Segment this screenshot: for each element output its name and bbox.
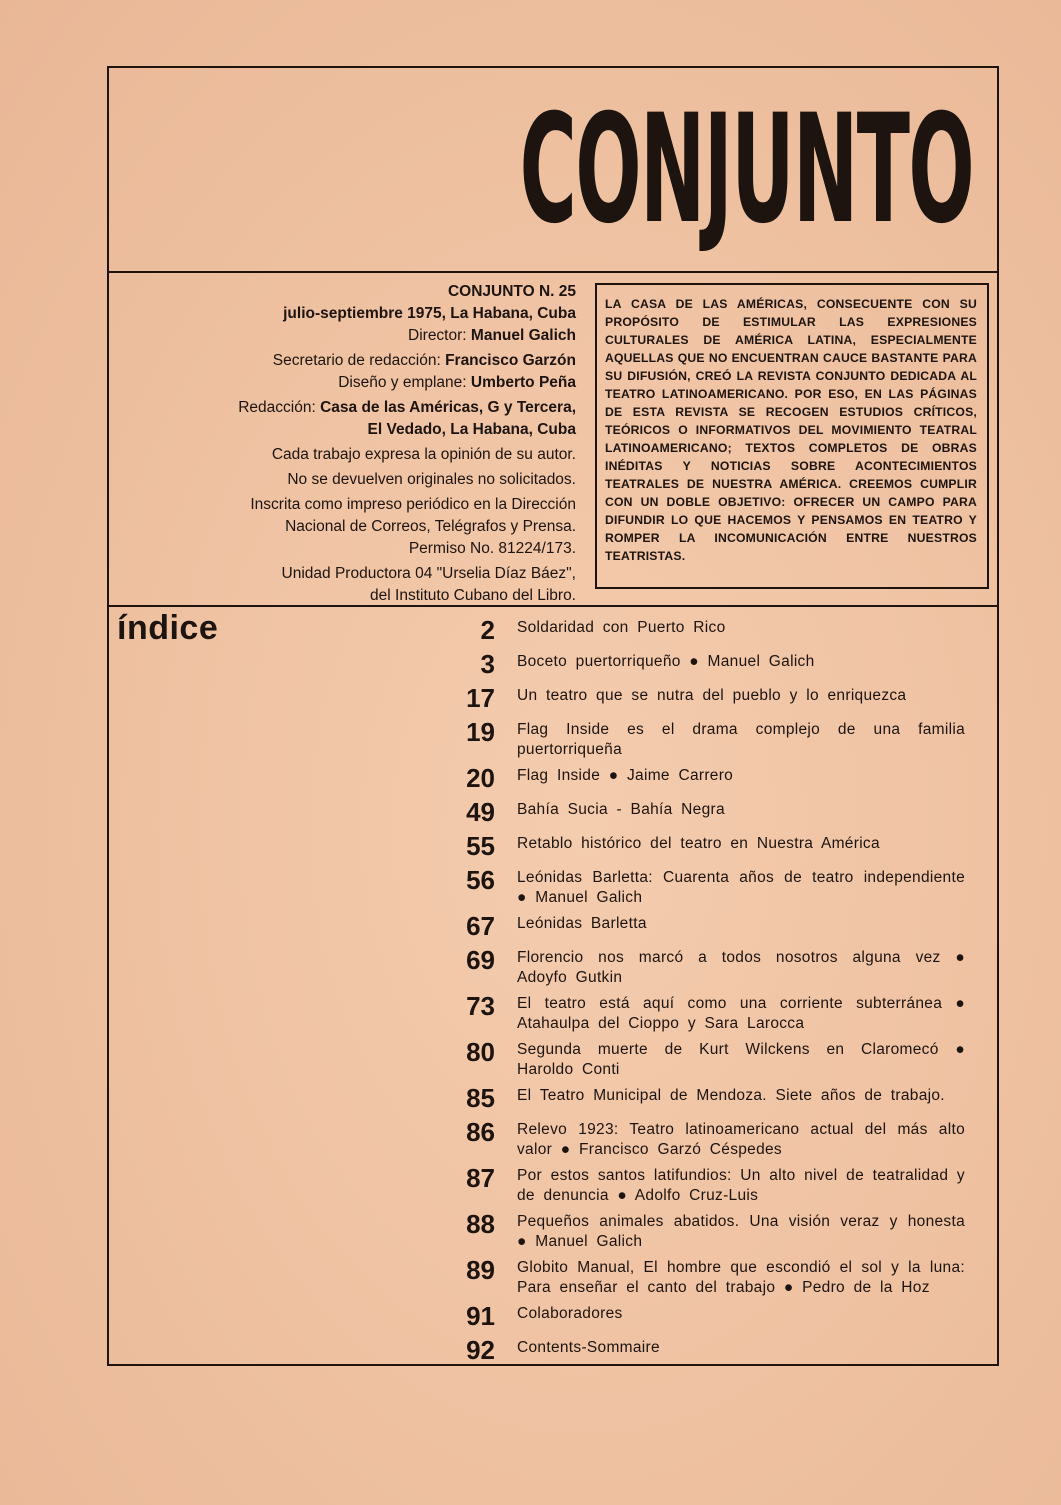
- index-entry-title: El teatro está aquí como una corriente subterránea ● Atahaulpa del Cioppo y Sara Larocca: [517, 995, 965, 1032]
- index-entry-title: Leónidas Barletta: [517, 915, 647, 932]
- index-page-number: 2: [480, 615, 495, 645]
- index-page-number: 17: [466, 683, 495, 713]
- index-page-number: 85: [466, 1083, 495, 1113]
- issue-number: CONJUNTO N. 25: [447, 283, 576, 300]
- originales-note: No se devuelven originales no solicitados.: [287, 471, 576, 488]
- index-entry: [439, 716, 969, 759]
- index-entry-title: Colaboradores: [517, 1305, 623, 1322]
- index-entry: [439, 1334, 969, 1365]
- index-entry: [439, 944, 969, 987]
- index-entry-title: Un teatro que se nutra del pueblo y lo enriquezca: [517, 687, 907, 704]
- index-entry: [439, 1116, 969, 1159]
- index-page-number: 19: [466, 717, 495, 747]
- index-entry-title: Florencio nos marcó a todos nosotros alguna vez ● Adoyfo Gutkin: [517, 949, 965, 986]
- indice-heading: índice: [117, 609, 219, 647]
- index-entry-title: Por estos santos latifundios: Un alto nivel de teatralidad y de denuncia ● Adolfo Cruz-Luis: [517, 1167, 965, 1204]
- index-entry: [439, 648, 969, 679]
- index-page-number: 69: [466, 945, 495, 975]
- secretary-line: Secretario de redacción: Francisco Garzón: [272, 352, 576, 369]
- index-entry-title: Relevo 1923: Teatro latinoamericano actual del más alto valor ● Francisco Garzó Céspedes: [517, 1121, 965, 1158]
- index-entry: [439, 1082, 969, 1113]
- mission-statement: LA CASA DE LAS AMÉRICAS, CONSECUENTE CON SU PROPÓSITO DE ESTIMULAR LAS EXPRESIONES CULTURALES DE AMÉRICA LATINA, ESPECIALMENTE AQUELLAS QUE NO ENCUENTRAN CAUCE BASTANTE PARA SU DIFUSIÓN, CREÓ LA REVISTA CONJUNTO DEDICADA AL TEATRO LATINOAMERICANO. POR ESO, EN LAS PÁGINAS DE ESTA REVISTA SE RECOGEN ESTUDIOS CRÍTICOS, TEÓRICOS O INFORMATIVOS DEL MOVIMIENTO TEATRAL LATINOAMERICANO; TEXTOS COMPLETOS DE OBRAS INÉDITAS Y NOTICIAS SOBRE ACONTECIMIENTOS TEATRALES DE NUESTRA AMÉRICA. CREEMOS CUMPLIR CON UN DOBLE OBJETIVO: OFRECER UN CAMPO PARA DIFUNDIR LO QUE HACEMOS Y PENSAMOS EN TEATRO Y ROMPER LA INCOMUNICACIÓN ENTRE NUESTROS TEATRISTAS.: [595, 283, 989, 589]
- redaccion-line-2: El Vedado, La Habana, Cuba: [367, 421, 576, 438]
- issue-date: julio-septiembre 1975, La Habana, Cuba: [283, 305, 576, 322]
- index-entry: [439, 990, 969, 1033]
- design-line: Diseño y emplane: Umberto Peña: [338, 374, 576, 391]
- permiso-line: Permiso No. 81224/173.: [408, 540, 576, 557]
- index-entry-title: Contents-Sommaire: [517, 1339, 660, 1356]
- index-page-number: 3: [480, 649, 495, 679]
- director-line: Director: Manuel Galich: [408, 327, 576, 344]
- unidad-line-2: del Instituto Cubano del Libro.: [370, 587, 576, 604]
- index-entry: [439, 614, 969, 645]
- index-entry: [439, 1254, 969, 1297]
- index-page-number: 20: [466, 763, 495, 793]
- index-entry-title: Retablo histórico del teatro en Nuestra América: [517, 835, 880, 852]
- index-list: [439, 614, 969, 1368]
- middle-rule: [109, 605, 997, 607]
- index-page-number: 55: [466, 831, 495, 861]
- unidad-line-1: Unidad Productora 04 "Urselia Díaz Báez",: [281, 565, 576, 582]
- index-entry-title: Soldaridad con Puerto Rico: [517, 619, 726, 636]
- index-entry: [439, 762, 969, 793]
- index-entry: [439, 830, 969, 861]
- index-page-number: 89: [466, 1255, 495, 1285]
- inscrita-line-1: Inscrita como impreso periódico en la Dirección: [250, 496, 576, 513]
- index-page-number: 80: [466, 1037, 495, 1067]
- index-entry: [439, 796, 969, 827]
- index-page-number: 73: [466, 991, 495, 1021]
- index-entry: [439, 864, 969, 907]
- page-frame: [107, 66, 999, 1366]
- index-page-number: 91: [466, 1301, 495, 1331]
- index-entry-title: El Teatro Municipal de Mendoza. Siete años de trabajo.: [517, 1087, 945, 1104]
- index-entry: [439, 1300, 969, 1331]
- redaccion-line: Redacción: Casa de las Américas, G y Tercera,: [238, 399, 576, 416]
- index-page-number: 56: [466, 865, 495, 895]
- index-entry-title: Globito Manual, El hombre que escondió el sol y la luna: Para enseñar el canto del trabajo ● Pedro de la Hoz: [517, 1259, 965, 1296]
- magazine-title: CONJUNTO: [519, 83, 973, 257]
- index-page-number: 49: [466, 797, 495, 827]
- index-entry-title: Bahía Sucia - Bahía Negra: [517, 801, 725, 818]
- index-page-number: 88: [466, 1209, 495, 1239]
- opinion-note: Cada trabajo expresa la opinión de su autor.: [271, 446, 576, 463]
- index-page-number: 86: [466, 1117, 495, 1147]
- index-entry-title: Segunda muerte de Kurt Wilckens en Claromecó ● Haroldo Conti: [517, 1041, 965, 1078]
- masthead: [149, 282, 576, 608]
- index-entry: [439, 682, 969, 713]
- index-page-number: 92: [466, 1335, 495, 1365]
- index-page-number: 87: [466, 1163, 495, 1193]
- inscrita-line-2: Nacional de Correos, Telégrafos y Prensa.: [285, 518, 576, 535]
- index-entry-title: Leónidas Barletta: Cuarenta años de teatro independiente ● Manuel Galich: [517, 869, 965, 906]
- index-entry: [439, 910, 969, 941]
- index-page-number: 67: [466, 911, 495, 941]
- index-entry-title: Pequeños animales abatidos. Una visión veraz y honesta ● Manuel Galich: [517, 1213, 965, 1250]
- index-entry: [439, 1162, 969, 1205]
- index-entry-title: Flag Inside es el drama complejo de una familia puertorriqueña: [517, 721, 965, 758]
- top-rule: [109, 271, 997, 273]
- index-entry-title: Boceto puertorriqueño ● Manuel Galich: [517, 653, 815, 670]
- index-entry-title: Flag Inside ● Jaime Carrero: [517, 767, 734, 784]
- index-entry: [439, 1036, 969, 1079]
- index-entry: [439, 1208, 969, 1251]
